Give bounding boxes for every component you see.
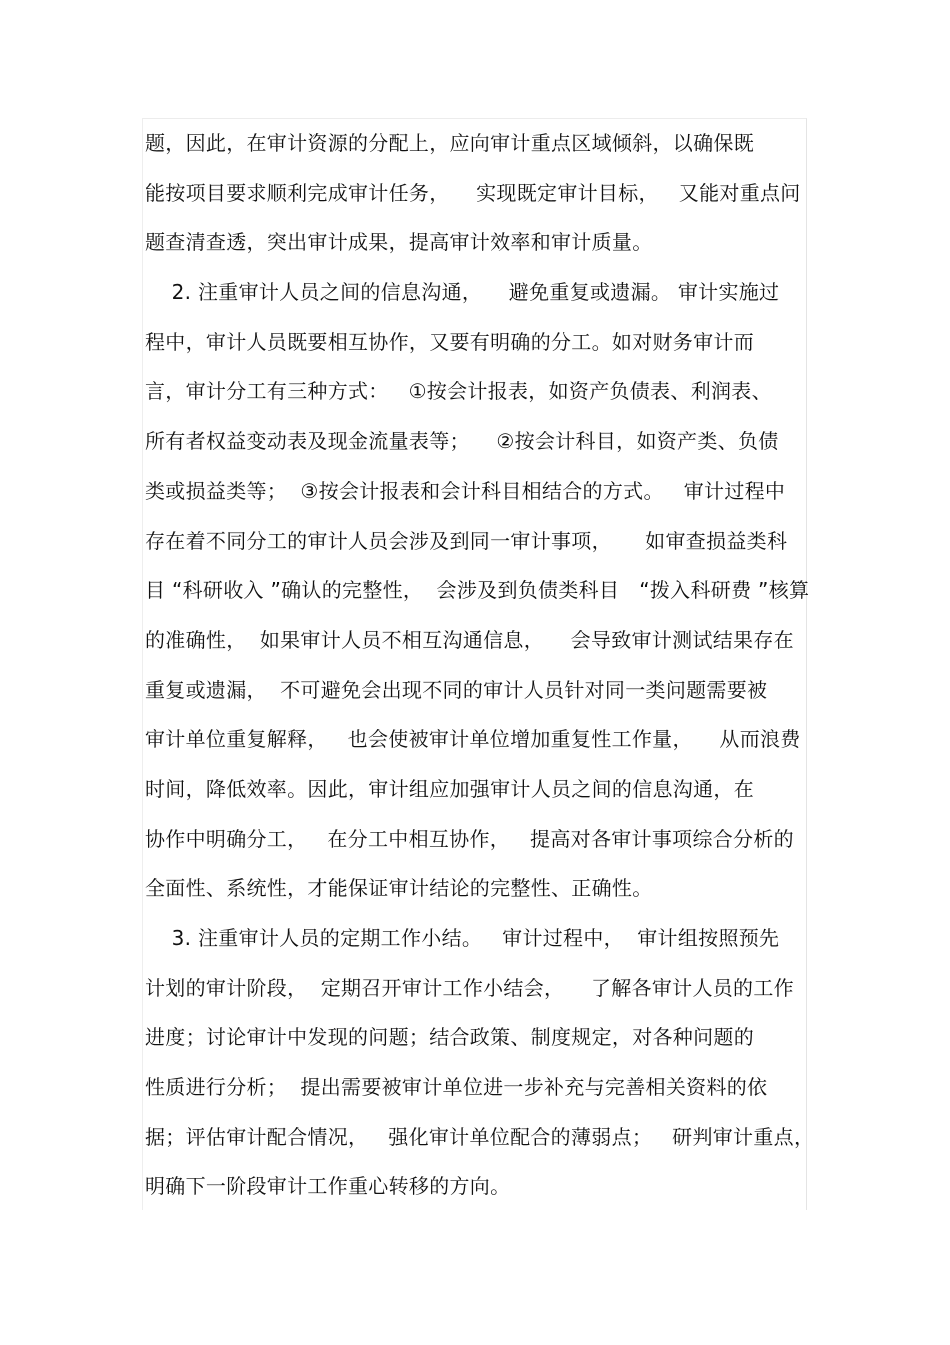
text-line: 重复或遗漏， 不可避免会出现不同的审计人员针对同一类问题需要被 <box>145 677 768 702</box>
text-line: 据；评估审计配合情况， 强化审计单位配合的薄弱点； 研判审计重点， <box>145 1124 815 1149</box>
text-line: 目 “科研收入 ”确认的完整性， 会涉及到负债类科目 “拨入科研费 ”核算 <box>145 578 810 603</box>
section-3-heading-line: 3. 注重审计人员的定期工作小结。 审计过程中， 审计组按照预先 <box>145 926 780 950</box>
text-line: 能按项目要求顺利完成审计任务， 实现既定审计目标， 又能对重点问 <box>145 180 801 205</box>
text-line: 的准确性， 如果审计人员不相互沟通信息， 会导致审计测试结果存在 <box>145 627 794 652</box>
text-line: 协作中明确分工， 在分工中相互协作， 提高对各审计事项综合分析的 <box>145 826 794 851</box>
text-line: 性质进行分析； 提出需要被审计单位进一步补充与完善相关资料的依 <box>145 1075 768 1100</box>
text-line: 进度；讨论审计中发现的问题；结合政策、制度规定，对各种问题的 <box>145 1025 754 1050</box>
text-line: 所有者权益变动表及现金流量表等； ②按会计科目，如资产类、负债 <box>145 429 779 454</box>
text-line: 类或损益类等； ③按会计报表和会计科目相结合的方式。 审计过程中 <box>145 478 786 503</box>
section-2-heading-line: 2. 注重审计人员之间的信息沟通， 避免重复或遗漏。 审计实施过 <box>145 280 780 305</box>
text-line: 题，因此，在审计资源的分配上，应向审计重点区域倾斜，以确保既 <box>145 131 754 155</box>
text-line: 题查清查透，突出审计成果，提高审计效率和审计质量。 <box>145 230 653 255</box>
text-line: 程中，审计人员既要相互协作，又要有明确的分工。如对财务审计而 <box>145 329 754 354</box>
text-line: 言，审计分工有三种方式： ①按会计报表，如资产负债表、利润表、 <box>145 379 772 404</box>
text-line: 审计单位重复解释， 也会使被审计单位增加重复性工作量， 从而浪费 <box>145 727 801 752</box>
text-line: 时间，降低效率。因此，审计组应加强审计人员之间的信息沟通，在 <box>145 776 754 801</box>
text-line: 计划的审计阶段， 定期召开审计工作小结会， 了解各审计人员的工作 <box>145 975 794 1000</box>
text-line: 明确下一阶段审计工作重心转移的方向。 <box>145 1174 511 1199</box>
document-body <box>145 119 815 1212</box>
text-line: 存在着不同分工的审计人员会涉及到同一审计事项， 如审查损益类科 <box>145 528 788 553</box>
text-line: 全面性、系统性，才能保证审计结论的完整性、正确性。 <box>145 876 653 901</box>
